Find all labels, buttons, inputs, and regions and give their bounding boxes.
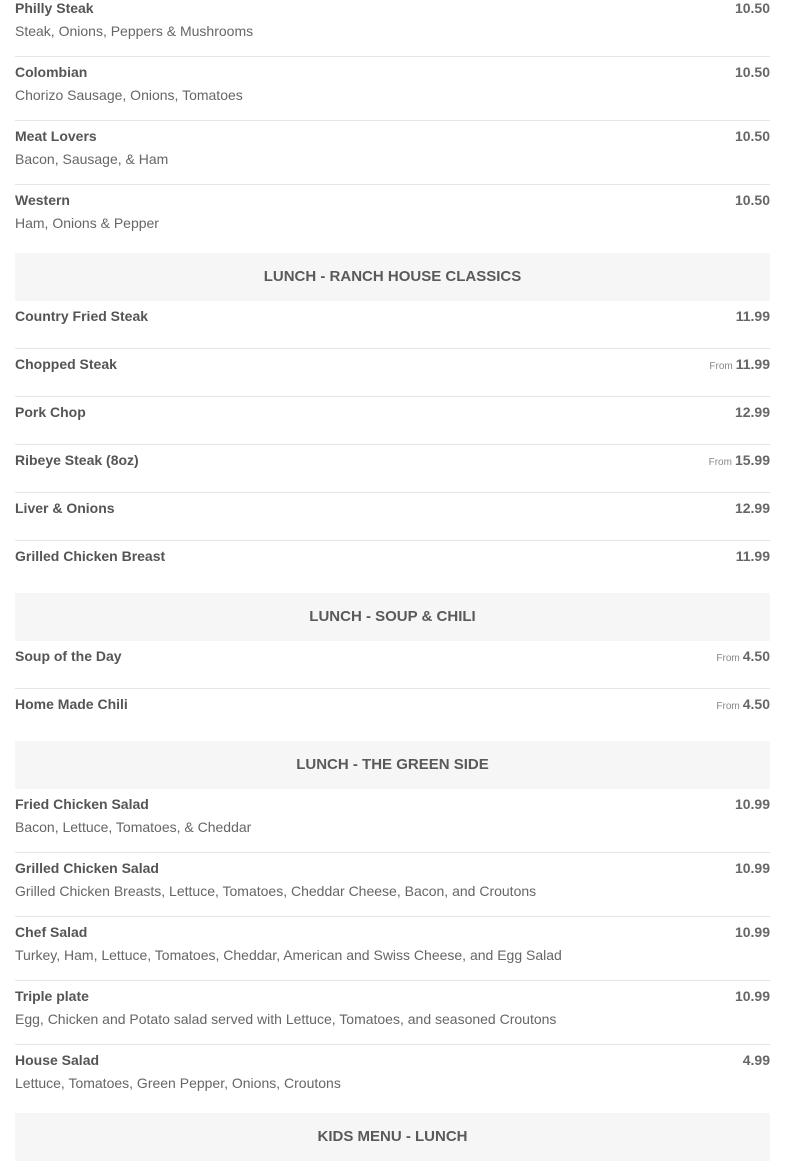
menu-item-name: Chopped Steak [15,356,117,372]
menu-item-name: Soup of the Day [15,648,122,664]
menu-item-meat-lovers [15,121,770,185]
menu-item-price-group [709,356,770,375]
menu-item-description: Grilled Chicken Breasts, Lettuce, Tomatoes, Cheddar Cheese, Bacon, and Croutons [15,883,537,899]
menu-item-price-group [735,0,770,16]
menu-item-price-group [709,452,770,471]
menu-item-price: 10.99 [734,796,770,812]
menu-item-price: 10.50 [734,0,770,16]
menu-item-price: 10.99 [734,860,770,876]
menu-item-name: Ribeye Steak (8oz) [15,452,139,468]
menu-item-soup-of-the-day [15,641,770,689]
menu-item-price: 12.99 [734,404,770,420]
price-from-label: From [709,361,733,372]
menu-item-price-group [736,548,770,564]
menu-item-chef-salad [15,917,770,981]
lunch-menu [15,0,770,1161]
menu-item-price: 11.99 [735,548,770,564]
menu-item-grilled-chicken-breast [15,541,770,589]
menu-item-price: 4.99 [742,1052,770,1068]
menu-item-description: Steak, Onions, Peppers & Mushrooms [15,23,254,39]
menu-item-description: Bacon, Sausage, & Ham [15,151,169,167]
menu-item-fried-chicken-salad [15,789,770,853]
section-header-kids-menu-lunch: KIDS MENU - LUNCH [15,1113,770,1161]
menu-item-chopped-steak [15,349,770,397]
menu-item-home-made-chili [15,689,770,737]
price-from-label: From [708,457,732,468]
menu-item-price: 10.99 [734,924,770,940]
menu-item-price-group [716,696,770,715]
menu-item-grilled-chicken-salad [15,853,770,917]
menu-item-price: 10.50 [734,128,770,144]
menu-item-description: Bacon, Lettuce, Tomatoes, & Cheddar [15,819,252,835]
menu-item-name: Grilled Chicken Breast [15,548,166,564]
menu-item-name: Pork Chop [15,404,86,420]
menu-item-triple-plate [15,981,770,1045]
menu-item-price: 4.50 [742,648,770,664]
section-header-lunch-the-green-side: LUNCH - THE GREEN SIDE [15,741,770,789]
price-from-label: From [716,701,740,712]
section-header-lunch-ranch-house-classics: LUNCH - RANCH HOUSE CLASSICS [15,253,770,301]
menu-item-price: 11.99 [735,356,770,372]
menu-item-description: Lettuce, Tomatoes, Green Pepper, Onions, Croutons [15,1075,341,1091]
menu-item-liver-onions [15,493,770,541]
menu-item-price: 15.99 [734,452,770,468]
menu-item-name: Country Fried Steak [15,308,149,324]
menu-item-price-group [735,860,770,876]
menu-item-price: 11.99 [735,308,770,324]
menu-item-price-group [735,924,770,940]
menu-item-description: Turkey, Ham, Lettuce, Tomatoes, Cheddar, American and Swiss Cheese, and Egg Salad [15,947,562,963]
menu-item-price-group [735,128,770,144]
menu-item-price: 12.99 [734,500,770,516]
menu-item-country-fried-steak [15,301,770,349]
menu-item-price-group [736,308,770,324]
menu-item-price-group [735,988,770,1004]
menu-item-price: 10.50 [734,192,770,208]
menu-item-price: 10.50 [734,64,770,80]
menu-item-western [15,185,770,249]
menu-item-name: Colombian [15,64,88,80]
menu-item-price-group [716,648,770,667]
menu-item-ribeye-steak-8oz [15,445,770,493]
menu-item-name: Home Made Chili [15,696,128,712]
menu-item-description: Chorizo Sausage, Onions, Tomatoes [15,87,243,103]
menu-item-name: Fried Chicken Salad [15,796,149,812]
menu-item-price: 4.50 [742,696,770,712]
menu-item-pork-chop [15,397,770,445]
menu-item-description: Ham, Onions & Pepper [15,215,159,231]
menu-item-name: Meat Lovers [15,128,97,144]
menu-item-price-group [735,500,770,516]
section-header-lunch-soup-chili: LUNCH - SOUP & CHILI [15,593,770,641]
menu-item-price: 10.99 [734,988,770,1004]
price-from-label: From [716,653,740,664]
menu-item-price-group [735,404,770,420]
menu-item-name: Western [15,192,70,208]
menu-item-name: Grilled Chicken Salad [15,860,159,876]
menu-item-name: House Salad [15,1052,100,1068]
menu-item-name: Chef Salad [15,924,88,940]
menu-item-philly-steak [15,0,770,57]
menu-item-description: Egg, Chicken and Potato salad served with Lettuce, Tomatoes, and seasoned Croutons [15,1011,557,1027]
menu-item-name: Philly Steak [15,0,94,16]
menu-item-name: Triple plate [15,988,89,1004]
menu-item-price-group [735,64,770,80]
menu-item-name: Liver & Onions [15,500,115,516]
menu-item-house-salad [15,1045,770,1109]
menu-item-price-group [743,1052,770,1068]
menu-item-colombian [15,57,770,121]
menu-item-price-group [735,192,770,208]
menu-item-price-group [735,796,770,812]
